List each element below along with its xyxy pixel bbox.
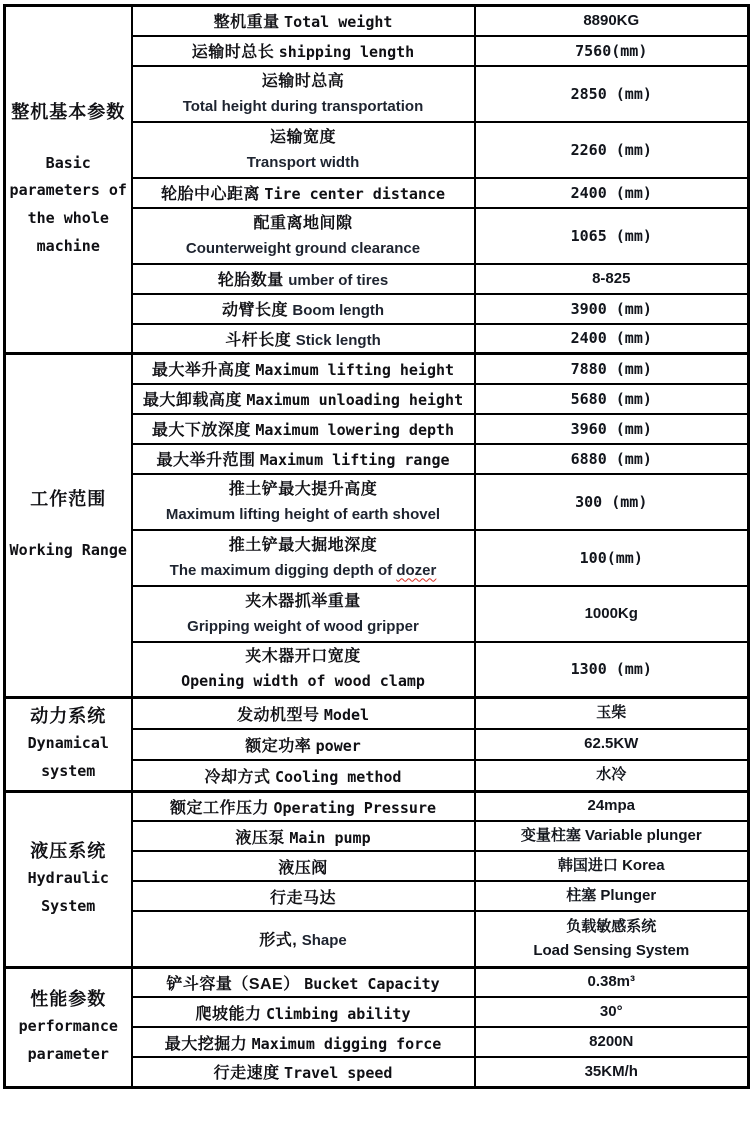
- parameter-label-cn: 推土铲最大提升高度: [228, 480, 378, 498]
- parameter-label-en: Counterweight ground clearance: [185, 239, 421, 257]
- parameter-cell: [132, 66, 475, 122]
- value-cell: [475, 122, 749, 178]
- parameter-label-en: Total height during transportation: [182, 97, 424, 115]
- parameter-label-cn: 铲斗容量（SAE）: [166, 975, 300, 993]
- value-cell: [475, 967, 749, 997]
- parameter-label-cn: 形式,: [259, 932, 298, 950]
- category-label-en: System: [41, 896, 96, 915]
- value-cell: [475, 1027, 749, 1057]
- parameter-cell: [132, 642, 475, 698]
- value-text: 2400 (mm): [570, 329, 652, 348]
- parameter-label-cn: 运输宽度: [269, 128, 336, 146]
- section-basic-parameters: [5, 6, 749, 354]
- parameter-cell: [132, 1057, 475, 1087]
- parameter-label-en: Maximum lowering depth: [255, 421, 455, 439]
- section-dynamical-system: [5, 698, 749, 792]
- value-cell: [475, 729, 749, 760]
- value-cell: [475, 6, 749, 36]
- value-text: 负载敏感系统: [566, 917, 657, 935]
- section-working-range: [5, 354, 749, 698]
- parameter-label-cn: 最大卸载高度: [142, 392, 242, 409]
- value-text: 3900 (mm): [570, 299, 652, 318]
- value-text: 6880 (mm): [570, 449, 652, 468]
- parameter-cell: [132, 698, 475, 729]
- parameter-label-en: umber of tires: [288, 272, 389, 289]
- value-cell: [475, 354, 749, 384]
- category-label-cn: 工作范围: [30, 489, 107, 510]
- category-label-cn: 动力系统: [30, 706, 107, 726]
- parameter-label-cn: 最大下放深度: [151, 422, 251, 439]
- category-label-en: Working Range: [9, 541, 127, 560]
- parameter-label-en: Total weight: [284, 13, 393, 32]
- parameter-label-cn: 夹木器抓举重量: [245, 592, 361, 610]
- parameter-label-en: Gripping weight of wood gripper: [187, 617, 419, 635]
- parameter-label-en: Main pump: [289, 828, 371, 847]
- parameter-label-cn: 轮胎中心距离: [160, 186, 260, 203]
- category-label-en: performance: [18, 1016, 118, 1035]
- parameter-cell: [132, 36, 475, 66]
- parameter-cell: [132, 967, 475, 997]
- parameter-label-cn: 配重离地间隙: [253, 214, 353, 232]
- value-cell: [475, 208, 749, 264]
- parameter-label-cn: 最大举升范围: [156, 452, 256, 469]
- value-text: 0.38m³: [587, 973, 636, 991]
- parameter-cell: [132, 122, 475, 178]
- table-row: [5, 791, 749, 821]
- parameter-label-en: Transport width: [246, 153, 360, 171]
- parameter-cell: [132, 1027, 475, 1057]
- parameter-label-en: Model: [323, 705, 370, 724]
- parameter-cell: [132, 911, 475, 967]
- value-cell: [475, 851, 749, 881]
- section-performance-parameter: [5, 967, 749, 1087]
- value-cell: [475, 264, 749, 294]
- spec-sheet-page: [0, 4, 750, 1128]
- parameter-label-en: Maximum unloading height: [246, 391, 464, 409]
- value-text: 韩国进口 Korea: [557, 857, 665, 874]
- parameter-cell: [132, 791, 475, 821]
- section-hydraulic-system: [5, 791, 749, 967]
- value-cell: [475, 294, 749, 324]
- parameter-label-en: Cooling method: [275, 767, 402, 786]
- parameter-cell: [132, 760, 475, 791]
- value-text: 2260 (mm): [570, 140, 652, 159]
- parameter-cell: [132, 6, 475, 36]
- value-text: 1065 (mm): [570, 226, 652, 245]
- category-label-en: Hydraulic: [27, 868, 109, 887]
- value-cell: [475, 791, 749, 821]
- parameter-label-cn: 额定工作压力: [169, 799, 269, 817]
- parameter-label-cn: 最大挖掘力: [164, 1035, 248, 1053]
- parameter-label-en: Tire center distance: [264, 185, 446, 203]
- value-text: 变量柱塞 Variable plunger: [520, 827, 702, 844]
- parameter-label-en: Stick length: [295, 331, 381, 349]
- value-text: 100(mm): [579, 548, 643, 567]
- value-text: 2400 (mm): [570, 183, 652, 202]
- parameter-label-en: Maximum digging force: [251, 1034, 442, 1053]
- category-label-en: the whole: [27, 209, 109, 227]
- parameter-label-en: power: [315, 736, 361, 755]
- category-label-en: parameter: [27, 1044, 109, 1063]
- category-cell: [5, 967, 132, 1087]
- parameter-label-cn: 运输时总高: [261, 72, 345, 90]
- parameter-label-cn: 行走马达: [269, 889, 336, 907]
- category-cell: [5, 6, 132, 354]
- parameter-label-cn: 推土铲最大掘地深度: [228, 536, 378, 554]
- spec-table: [3, 4, 750, 1089]
- parameter-cell: [132, 997, 475, 1027]
- parameter-label-cn: 斗杆长度: [225, 331, 292, 349]
- parameter-label-cn: 最大举升高度: [151, 362, 251, 380]
- value-text: 8200N: [589, 1033, 634, 1050]
- category-label-en: machine: [36, 236, 100, 255]
- value-cell: [475, 530, 749, 586]
- value-cell: [475, 474, 749, 530]
- parameter-cell: [132, 264, 475, 294]
- parameter-label-cn: 额定功率: [245, 737, 312, 755]
- parameter-label-en: The maximum digging depth of dozer: [169, 561, 437, 579]
- parameter-label-en: Bucket Capacity: [304, 974, 440, 993]
- category-label-cn: 液压系统: [30, 840, 107, 861]
- table-row: [5, 967, 749, 997]
- category-cell: [5, 791, 132, 967]
- parameter-label-en: Operating Pressure: [273, 798, 437, 817]
- value-cell: [475, 586, 749, 642]
- value-text: 30°: [599, 1003, 623, 1020]
- parameter-label-cn: 运输时总长: [191, 44, 275, 61]
- value-cell: [475, 324, 749, 354]
- category-label-en: system: [41, 761, 96, 780]
- parameter-label-en: Travel speed: [284, 1064, 393, 1083]
- parameter-cell: [132, 384, 475, 414]
- parameter-label-en: Maximum lifting height: [255, 361, 455, 380]
- value-text: 玉柴: [596, 704, 627, 722]
- value-cell: [475, 384, 749, 414]
- parameter-label-en: Shape: [301, 932, 347, 950]
- parameter-cell: [132, 294, 475, 324]
- parameter-label-en: Climbing ability: [265, 1004, 411, 1023]
- value-text: 300 (mm): [575, 492, 648, 511]
- category-label-cn: 性能参数: [30, 988, 107, 1009]
- category-label-en: parameters of: [9, 181, 127, 200]
- parameter-cell: [132, 324, 475, 354]
- value-text: 8-825: [592, 269, 631, 287]
- parameter-cell: [132, 178, 475, 208]
- value-cell: [475, 760, 749, 791]
- value-cell: [475, 881, 749, 911]
- value-text: 2850 (mm): [570, 84, 652, 103]
- parameter-cell: [132, 881, 475, 911]
- misspelled-word: dozer: [396, 561, 437, 579]
- value-text: 柱塞 Plunger: [566, 887, 657, 904]
- parameter-label-cn: 行走速度: [213, 1065, 280, 1083]
- parameter-cell: [132, 586, 475, 642]
- parameter-label-cn: 液压阀: [278, 859, 328, 877]
- parameter-cell: [132, 414, 475, 444]
- parameter-cell: [132, 821, 475, 851]
- value-cell: [475, 178, 749, 208]
- parameter-label-cn: 爬坡能力: [195, 1005, 262, 1023]
- value-cell: [475, 36, 749, 66]
- table-row: [5, 354, 749, 384]
- category-cell: [5, 698, 132, 792]
- category-label-en: Basic: [45, 153, 91, 172]
- parameter-cell: [132, 530, 475, 586]
- parameter-cell: [132, 851, 475, 881]
- category-label-cn: 整机基本参数: [11, 101, 126, 122]
- parameter-label-cn: 液压泵: [235, 829, 285, 847]
- value-cell: [475, 997, 749, 1027]
- value-cell: [475, 911, 749, 967]
- value-cell: [475, 66, 749, 122]
- category-label-en: Dynamical: [27, 734, 109, 752]
- value-cell: [475, 698, 749, 729]
- parameter-cell: [132, 444, 475, 474]
- parameter-label-en: shipping length: [278, 43, 415, 61]
- value-text: 7880 (mm): [570, 359, 652, 378]
- value-text: 5680 (mm): [570, 389, 652, 408]
- table-row: [5, 6, 749, 36]
- value-text: 3960 (mm): [570, 419, 652, 438]
- parameter-label-cn: 发动机型号: [236, 706, 320, 724]
- table-row: [5, 698, 749, 729]
- parameter-label-cn: 整机重量: [213, 14, 280, 32]
- parameter-label-cn: 动臂长度: [221, 302, 288, 319]
- parameter-cell: [132, 729, 475, 760]
- value-text: 8890KG: [583, 11, 640, 29]
- parameter-label-cn: 轮胎数量: [217, 272, 284, 289]
- parameter-label-cn: 夹木器开口宽度: [245, 648, 361, 666]
- parameter-cell: [132, 208, 475, 264]
- value-text: 水冷: [596, 766, 627, 784]
- value-cell: [475, 642, 749, 698]
- value-text: 1000Kg: [584, 604, 638, 622]
- value-text: 62.5KW: [584, 735, 639, 753]
- value-text: Load Sensing System: [533, 941, 690, 959]
- value-cell: [475, 1057, 749, 1087]
- value-cell: [475, 414, 749, 444]
- value-text: 24mpa: [587, 797, 636, 815]
- category-cell: [5, 354, 132, 698]
- parameter-label-en: Maximum lifting height of earth shovel: [165, 505, 441, 523]
- value-cell: [475, 444, 749, 474]
- parameter-label-en: Opening width of wood clamp: [181, 672, 425, 691]
- parameter-cell: [132, 354, 475, 384]
- parameter-cell: [132, 474, 475, 530]
- value-cell: [475, 821, 749, 851]
- value-text: 7560(mm): [575, 41, 648, 60]
- value-text: 1300 (mm): [570, 660, 652, 679]
- parameter-label-en: Boom length: [292, 302, 385, 319]
- value-text: 35KM/h: [584, 1062, 638, 1080]
- parameter-label-en: Maximum lifting range: [259, 451, 450, 469]
- parameter-label-cn: 冷却方式: [204, 768, 271, 786]
